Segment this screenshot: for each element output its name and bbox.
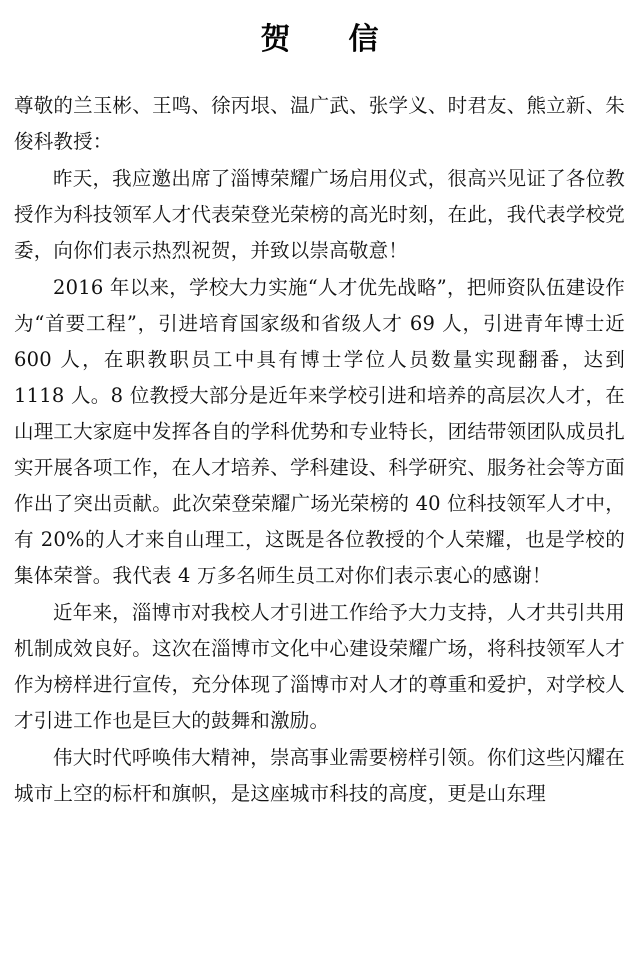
paragraph-2: 2016 年以来，学校大力实施“人才优先战略”，把师资队伍建设作为“首要工程”，引进培育国家级和省级人才 69 人，引进青年博士近 600 人，在职教职员工中具有博士学位人员数量实现翻番，达到 1118 人。8 位教授大部分是近年来学校引进和培养的高层次人才，在山理工大家庭中发挥各自的学科优势和专业特长，团结带领团队成员扎实开展各项工作，在人才培养、学科建设、科学研究、服务社会等方面作出了突出贡献。此次荣登荣耀广场光荣榜的 40 位科技领军人才中，有 20%的人才来自山理工，这既是各位教授的个人荣耀，也是学校的集体荣誉。我代表 4 万多名师生员工对你们表示衷心的感谢！ bbox=[14, 276, 625, 587]
document-page bbox=[0, 14, 639, 971]
paragraph-4: 伟大时代呼唤伟大精神，崇高事业需要榜样引领。你们这些闪耀在城市上空的标杆和旗帜，是这座城市科技的高度，更是山东理 bbox=[14, 746, 625, 805]
paragraph-salutation: 尊敬的兰玉彬、王鸣、徐丙垠、温广武、张学义、时君友、熊立新、朱俊科教授： bbox=[14, 94, 625, 153]
paragraph-3: 近年来，淄博市对我校人才引进工作给予大力支持，人才共引共用机制成效良好。这次在淄博市文化中心建设荣耀广场，将科技领军人才作为榜样进行宣传，充分体现了淄博市对人才的尊重和爱护，对学校人才引进工作也是巨大的鼓舞和激励。 bbox=[14, 601, 625, 732]
document-body bbox=[14, 88, 625, 812]
page-title: 贺 信 bbox=[260, 22, 393, 57]
paragraph-1: 昨天，我应邀出席了淄博荣耀广场启用仪式，很高兴见证了各位教授作为科技领军人才代表荣登光荣榜的高光时刻，在此，我代表学校党委，向你们表示热烈祝贺，并致以崇高敬意！ bbox=[14, 167, 625, 262]
